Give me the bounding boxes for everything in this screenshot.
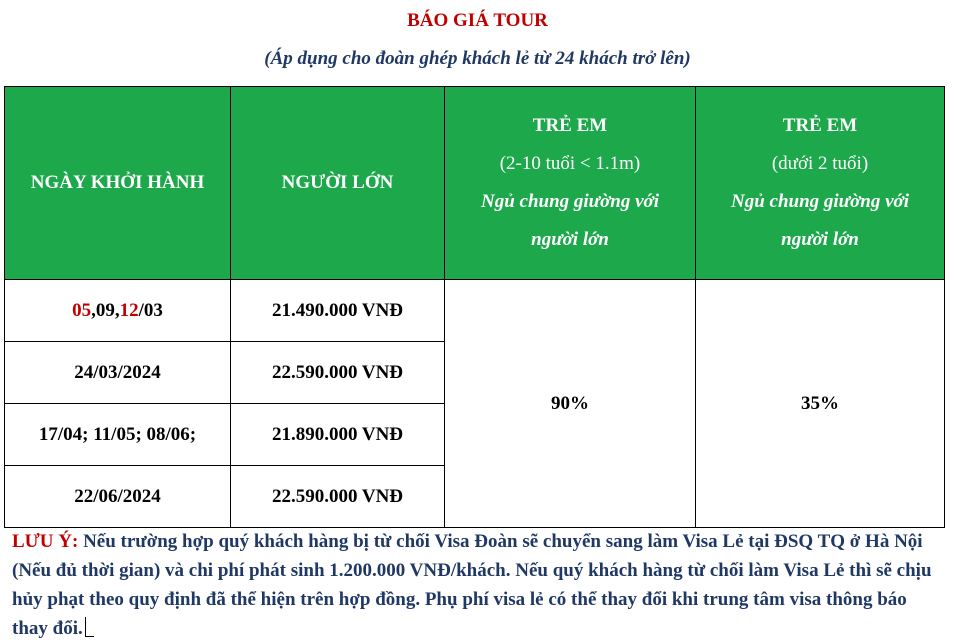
infant-rate-cell: 35% (696, 280, 945, 528)
header-infant-age: (dưới 2 tuổi) (771, 153, 869, 174)
header-child-2-10 (445, 87, 696, 280)
adult-price-cell: 22.590.000 VNĐ (231, 466, 445, 528)
note-label: LƯU Ý: (12, 531, 79, 552)
header-child-note-2: người lớn (531, 229, 609, 250)
header-infant-note-2: người lớn (781, 229, 859, 250)
date-cell: 17/04; 11/05; 08/06; (5, 404, 231, 466)
header-child-note-1: Ngủ chung giường với (480, 191, 659, 212)
header-infant-title: TRẺ EM (782, 115, 858, 136)
date-cell: 24/03/2024 (5, 342, 231, 404)
page-title: BÁO GIÁ TOUR (407, 10, 548, 31)
adult-price-cell: 21.890.000 VNĐ (231, 404, 445, 466)
header-child-under-2 (696, 87, 945, 280)
date-cell: 22/06/2024 (5, 466, 231, 528)
table-row (5, 280, 945, 342)
text-cursor (85, 617, 86, 637)
table-header-row (5, 87, 945, 280)
adult-price-cell: 22.590.000 VNĐ (231, 342, 445, 404)
page-subtitle: (Áp dụng cho đoàn ghép khách lẻ từ 24 khách trở lên) (264, 48, 691, 69)
child-rate-cell: 90% (445, 280, 696, 528)
price-table (4, 86, 945, 528)
note-paragraph (12, 527, 942, 643)
header-infant-note-1: Ngủ chung giường với (730, 191, 909, 212)
header-departure-date: NGÀY KHỞI HÀNH (5, 87, 231, 280)
date-cell: 05,09,12/03 (5, 280, 231, 342)
header-child-age: (2-10 tuổi < 1.1m) (499, 153, 641, 174)
note-text: Nếu trường hợp quý khách hàng bị từ chối Visa Đoàn sẽ chuyển sang làm Visa Lẻ tại ĐSQ TQ ở Hà Nội (Nếu đủ thời gian) và chi phí phát sinh 1.200.000 VNĐ/khách. Nếu quý khách hàng từ chối làm Visa Lẻ thì sẽ chịu hủy phạt theo quy định đã thể hiện trên hợp đồng. Phụ phí visa lẻ có thể thay đổi khi trung tâm visa thông báo thay đổi. (12, 531, 932, 639)
header-child-title: TRẺ EM (532, 115, 608, 136)
header-adult: NGƯỜI LỚN (231, 87, 445, 280)
adult-price-cell: 21.490.000 VNĐ (231, 280, 445, 342)
